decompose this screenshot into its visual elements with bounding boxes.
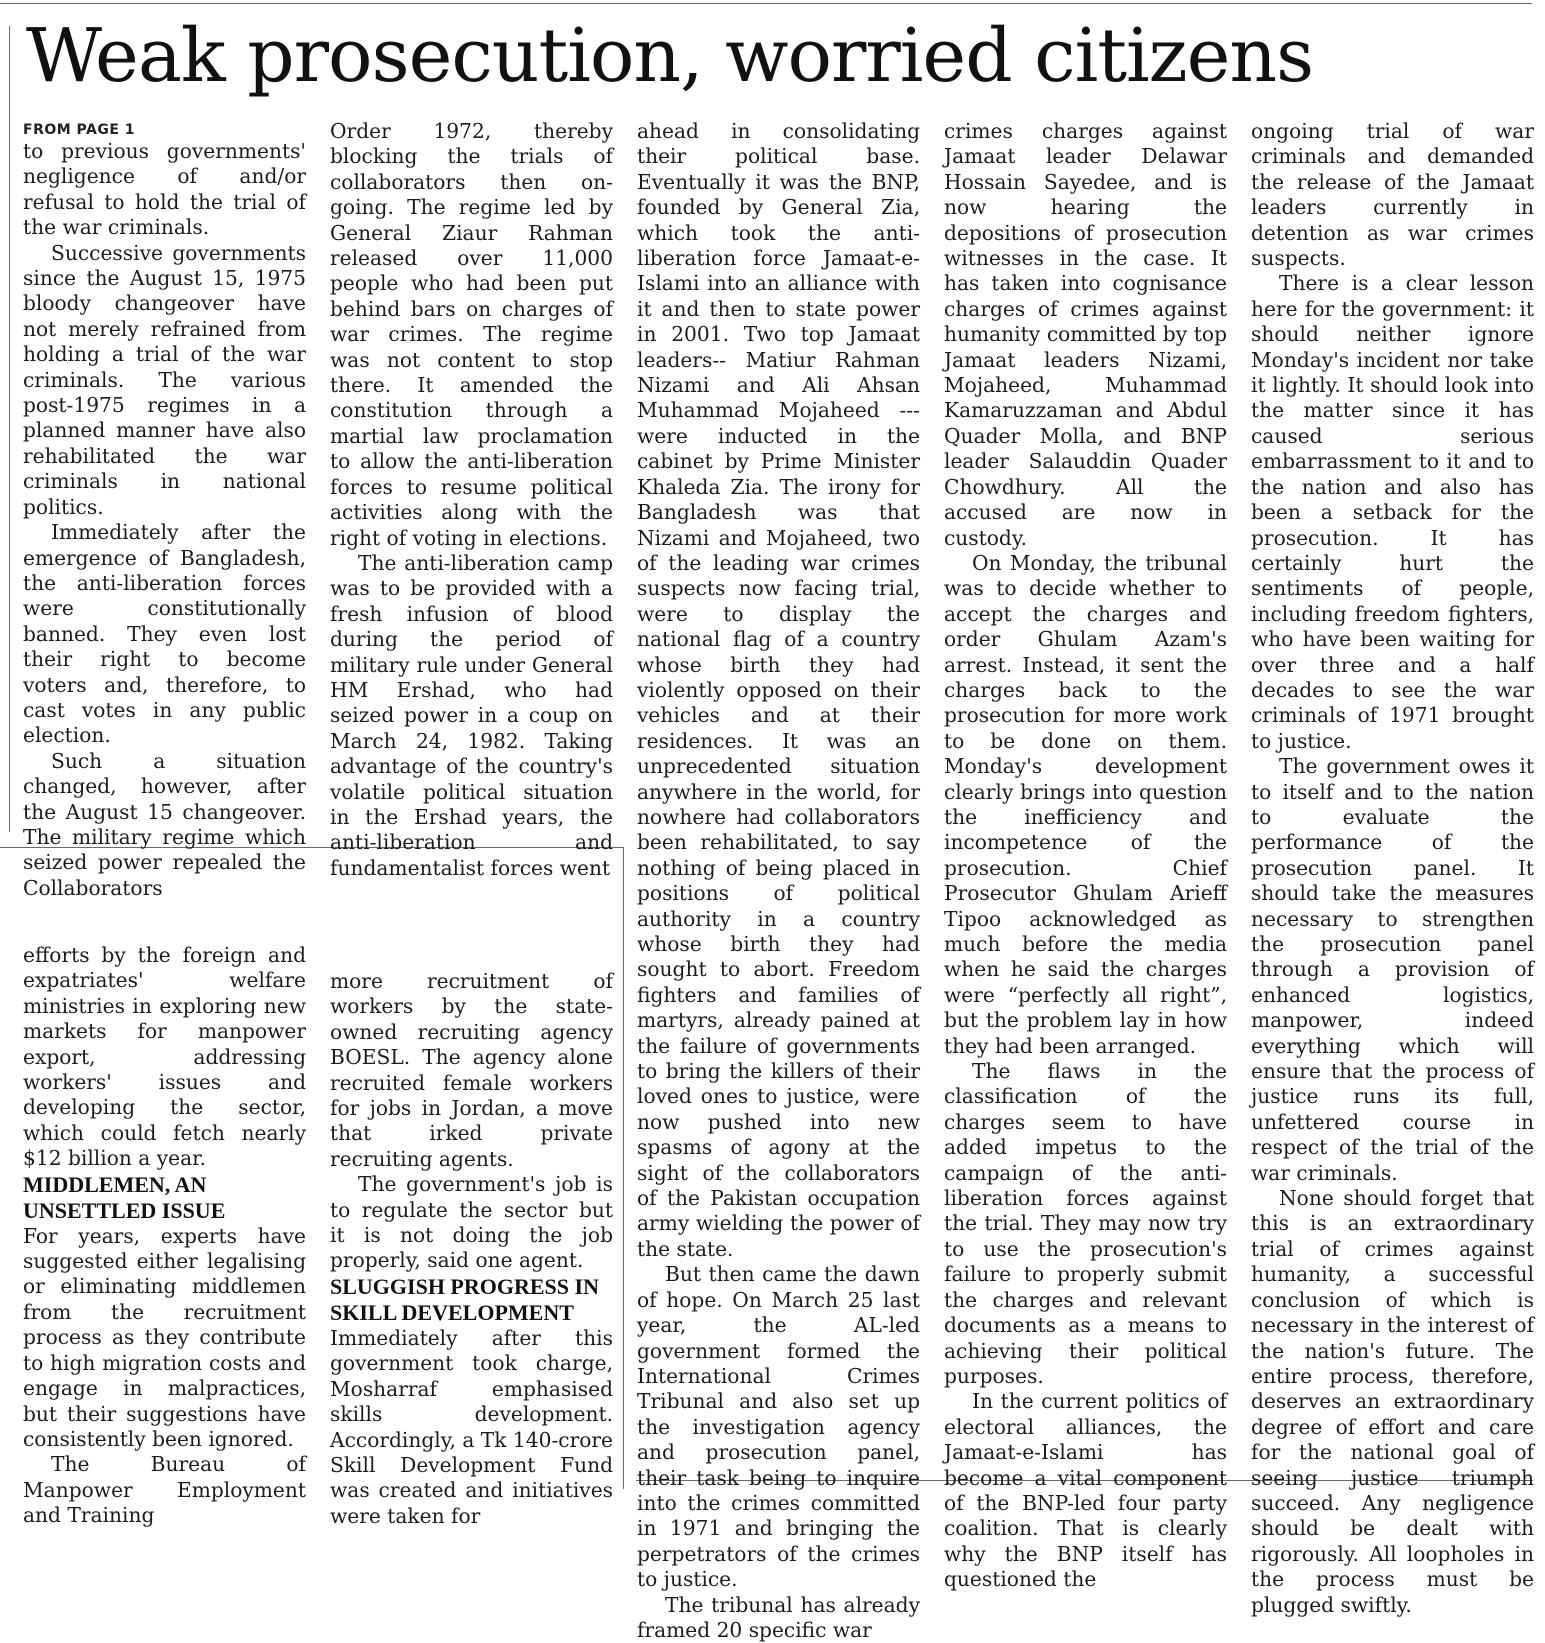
paragraph: Immediately after the emergence of Bangladesh, the anti-liberation forces were constitutionally banned. They even lost their right to become voters and, therefore, to cast votes in any public election. xyxy=(23,520,306,748)
separator-vertical-rule xyxy=(623,847,624,1489)
paragraph: ongoing trial of war criminals and demanded the release of the Jamaat leaders currently in detention as war crimes suspects. xyxy=(1251,119,1534,271)
editorial-column-1 xyxy=(23,121,306,900)
paragraph: efforts by the foreign and expatriates' welfare ministries in exploring new markets for manpower export, addressing workers' issues and developing the sector, which could fetch nearly $12 billion a year. xyxy=(23,943,306,1171)
left-article-rule xyxy=(9,26,10,832)
paragraph: But then came the dawn of hope. On March 25 last year, the AL-led government formed the International Crimes Tribunal and also set up the investigation agency and prosecution panel, their task being to inquire into the crimes committed in 1971 and bringing the perpetrators of the crimes to justice. xyxy=(637,1262,920,1592)
paragraph: more recruitment of workers by the state-owned recruiting agency BOESL. The agency alone recruited female workers for jobs in Jordan, a move that irked private recruiting agents. xyxy=(330,969,613,1171)
editorial-column-4 xyxy=(944,119,1227,1592)
paragraph: The tribunal has already framed 20 specific war xyxy=(637,1592,920,1642)
paragraph: On Monday, the tribunal was to decide whether to accept the charges and order Ghulam Azam's arrest. Instead, it sent the charges back to the prosecution for more work to be done on them. Monday's development clearly brings into question the inefficiency and incompetence of the prosecution. Chief Prosecutor Ghulam Arieff Tipoo acknowledged as much before the media when he said the charges were “perfectly all right”, but the problem lay in how they had been arranged. xyxy=(944,550,1227,1058)
paragraph: ahead in consolidating their political base. Eventually it was the BNP, founded by General Zia, which took the anti-liberation force Jamaat-e-Islami into an alliance with it and then to state power in 2001. Two top Jamaat leaders-- Matiur Rahman Nizami and Ali Ahsan Muhammad Mojaheed --- were inducted in the cabinet by Prime Minister Khaleda Zia. The irony for Bangladesh was that Nizami and Mojaheed, two of the leading war crimes suspects now facing trial, were to display the national flag of a country whose birth they had violently opposed on their vehicles and at their residences. It was an unprecedented situation anywhere in the world, for nowhere had collaborators been rehabilitated, to say nothing of being placed in positions of political authority in a country whose birth they had sought to abort. Freedom fighters and families of martyrs, already pained at the failure of governments to bring the killers of their loved ones to justice, were now pushed into new spasms of agony at the sight of the collaborators of the Pakistan occupation army wielding the power of the state. xyxy=(637,119,920,1261)
paragraph: In the current politics of electoral alliances, the Jamaat-e-Islami has become a vital component of the BNP-led four party coalition. That is clearly why the BNP itself has questioned the xyxy=(944,1389,1227,1592)
headline: Weak prosecution, worried citizens xyxy=(26,13,1314,99)
paragraph: The government owes it to itself and to the nation to evaluate the performance of the prosecution panel. It should take the measures necessary to strengthen the prosecution panel through a provision of enhanced logistics, manpower, indeed everything which will ensure that the process of justice runs its full, unfettered course in respect of the trial of the war criminals. xyxy=(1251,754,1534,1185)
paragraph: Successive governments since the August 15, 1975 bloody changeover have not merely refrained from holding a trial of the war criminals. The various post-1975 regimes in a planned manner have also rehabilitated the war criminals in national politics. xyxy=(23,240,306,519)
paragraph: The flaws in the classification of the charges seem to have added impetus to the campaign of the anti-liberation forces against the trial. They may now try to use the prosecution's failure to properly submit the charges and relevant documents as a means to achieving their political purposes. xyxy=(944,1059,1227,1388)
paragraph: The anti-liberation camp was to be provided with a fresh infusion of blood during the period of military rule under General HM Ershad, who had seized power in a coup on March 24, 1982. Taking advantage of the country's volatile political situation in the Ershad years, the anti-liberation and fundamentalist forces went xyxy=(330,550,613,880)
paragraph: None should forget that this is an extraordinary trial of crimes against humanity, a successful conclusion of which is necessary in the interest of the nation's future. The entire process, therefore, deserves an extraordinary degree of effort and care for the national goal of seeing justice triumph succeed. Any negligence should be dealt with rigorously. All loopholes in the process must be plugged swiftly. xyxy=(1251,1186,1534,1617)
top-border-rule xyxy=(0,3,1532,4)
paragraph: The government's job is to regulate the sector but it is not doing the job properly, said one agent. xyxy=(330,1172,613,1273)
paragraph: For years, experts have suggested either legalising or eliminating middlemen from the recruitment process as they contribute to high migration costs and engage in malpractices, but their suggestions have consistently been ignored. xyxy=(23,1223,306,1451)
paragraph: to previous governments' negligence of and/or refusal to hold the trial of the war criminals. xyxy=(23,139,306,240)
subheading-skill-development: SLUGGISH PROGRESS IN SKILL DEVELOPMENT xyxy=(330,1273,599,1325)
manpower-column-2 xyxy=(330,969,613,1528)
subheading-middlemen: MIDDLEMEN, AN UNSETTLED ISSUE xyxy=(23,1171,226,1223)
paragraph: Order 1972, thereby blocking the trials of collaborators then on-going. The regime led by General Ziaur Rahman released over 11,000 people who had been put behind bars on charges of war crimes. The regime was not content to stop there. It amended the constitution through a martial law proclamation to allow the anti-liberation forces to resume political activities along with the right of voting in elections. xyxy=(330,119,613,550)
editorial-column-2 xyxy=(330,119,613,880)
paragraph: The Bureau of Manpower Employment and Training xyxy=(23,1452,306,1528)
manpower-column-1 xyxy=(23,943,306,1528)
editorial-column-3 xyxy=(637,119,920,1642)
paragraph: crimes charges against Jamaat leader Delawar Hossain Sayedee, and is now hearing the depositions of prosecution witnesses in the case. It has taken into cognisance charges of crimes against humanity committed by top Jamaat leaders Nizami, Mojaheed, Muhammad Kamaruzzaman and Abdul Quader Molla, and BNP leader Salauddin Quader Chowdhury. All the accused are now in custody. xyxy=(944,119,1227,550)
editorial-column-5 xyxy=(1251,119,1534,1617)
paragraph: There is a clear lesson here for the government: it should neither ignore Monday's incident nor take it lightly. It should look into the matter since it has caused serious embarrassment to it and to the nation and also has been a setback for the prosecution. It has certainly hurt the sentiments of people, including freedom fighters, who have been waiting for over three and a half decades to see the war criminals of 1971 brought to justice. xyxy=(1251,271,1534,753)
paragraph: Such a situation changed, however, after the August 15 changeover. The military regime which seized power repealed the Collaborators xyxy=(23,748,306,900)
kicker-from-page-1: FROM PAGE 1 xyxy=(23,122,136,138)
paragraph: Immediately after this government took charge, Mosharraf emphasised skills development. Accordingly, a Tk 140-crore Skill Development Fund was created and initiatives were taken for xyxy=(330,1325,613,1528)
